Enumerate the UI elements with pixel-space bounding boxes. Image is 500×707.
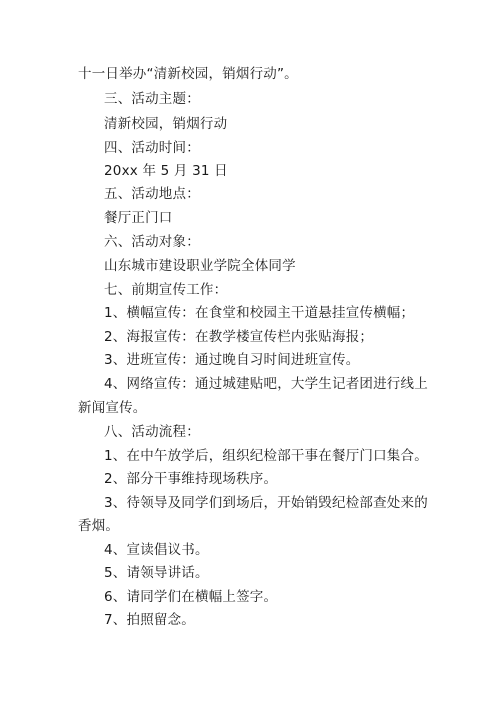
section-heading: 七、前期宣传工作： xyxy=(104,282,228,298)
list-item-continuation: 新闻宣传。 xyxy=(78,400,147,416)
text-line: 山东城市建设职业学院全体同学 xyxy=(104,258,296,274)
section-heading: 四、活动时间： xyxy=(104,140,200,156)
text-line: 清新校园，销烟行动 xyxy=(104,116,228,132)
text-line: 餐厅正门口 xyxy=(104,210,173,226)
list-item: 7、拍照留念。 xyxy=(104,612,195,628)
list-item: 1、横幅宣传：在食堂和校园主干道悬挂宣传横幅； xyxy=(104,305,415,321)
list-item: 3、进班宣传：通过晚自习时间进班宣传。 xyxy=(104,352,360,368)
list-item: 4、网络宣传：通过城建贴吧，大学生记者团进行线上 xyxy=(104,376,428,392)
section-heading: 五、活动地点： xyxy=(104,186,200,202)
section-heading: 八、活动流程： xyxy=(104,424,200,440)
list-item-continuation: 香烟。 xyxy=(78,518,120,534)
text-line: 20xx 年 5 月 31 日 xyxy=(104,163,228,179)
section-heading: 三、活动主题： xyxy=(104,91,200,107)
list-item: 2、部分干事维持现场秩序。 xyxy=(104,471,278,487)
list-item: 5、请领导讲话。 xyxy=(104,565,209,581)
list-item: 1、在中午放学后，组织纪检部干事在餐厅门口集合。 xyxy=(104,448,428,464)
list-item: 4、宣读倡议书。 xyxy=(104,542,209,558)
list-item: 6、请同学们在横幅上签字。 xyxy=(104,589,278,605)
text-line: 十一日举办“清新校园，销烟行动”。 xyxy=(78,66,298,82)
list-item: 2、海报宣传：在教学楼宣传栏内张贴海报； xyxy=(104,329,374,345)
section-heading: 六、活动对象： xyxy=(104,234,200,250)
list-item: 3、待领导及同学们到场后，开始销毁纪检部查处来的 xyxy=(104,495,428,511)
